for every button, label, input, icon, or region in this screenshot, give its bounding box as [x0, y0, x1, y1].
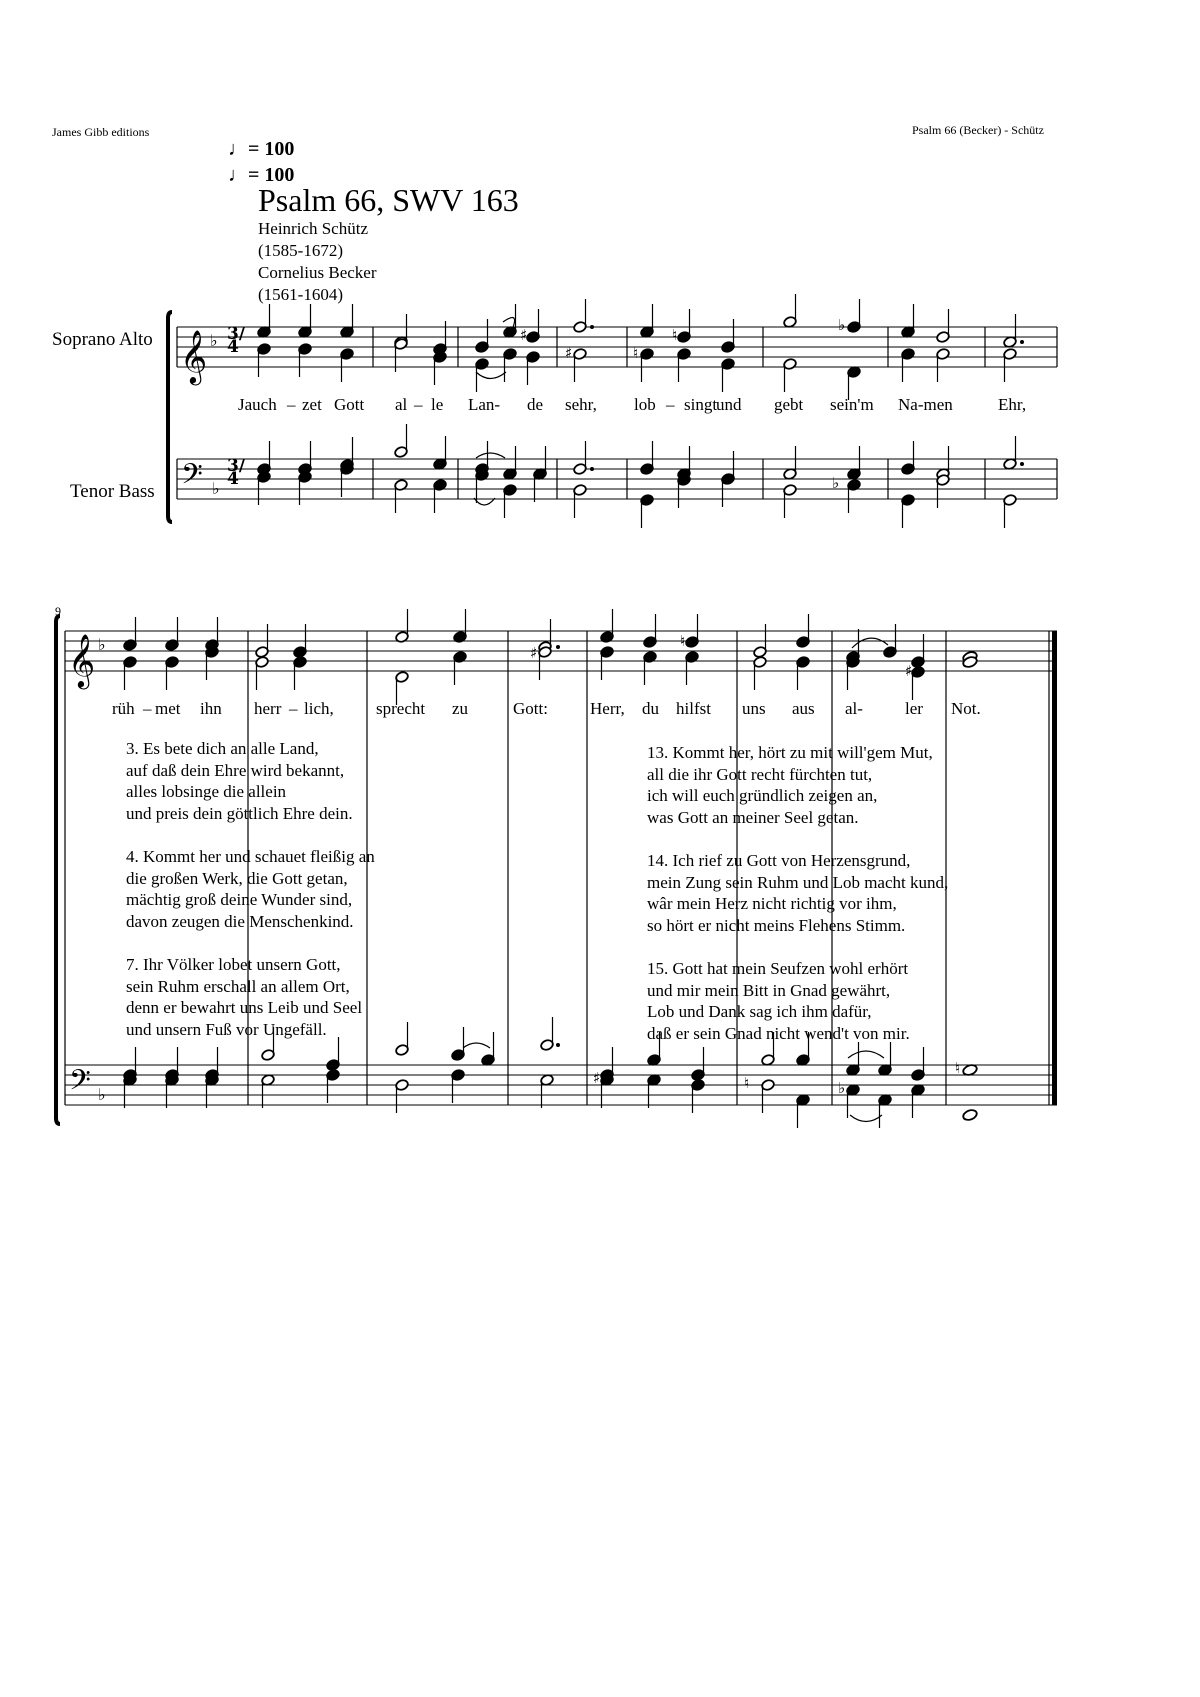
lyric-syllable: Herr,	[590, 699, 625, 718]
accidental-icon: ♯	[565, 344, 573, 362]
accidental-icon: ♮	[680, 632, 686, 650]
lyric-syllable: al-	[845, 699, 863, 718]
augmentation-dot	[556, 645, 560, 649]
measure-number: 9	[55, 604, 61, 618]
slur	[850, 1115, 882, 1122]
lyric-syllable: hilfst	[676, 699, 711, 718]
lyric-syllable: lob	[634, 395, 656, 414]
verse-15: 15. Gott hat mein Seufzen wohl erhört und mir mein Bitt in Gnad gewährt, Lob und Dank sag ich ihm dafür, daß er sein Gnad nicht wend't von mir.	[647, 959, 910, 1044]
verse-3: 3. Es bete dich an alle Land, auf daß dein Ehre wird bekannt, alles lobsinge die allein und preis dein göttlich Ehre dein.	[126, 739, 353, 824]
lyric-syllable: met	[155, 699, 181, 718]
note-head	[962, 1108, 978, 1121]
slur	[848, 1051, 884, 1058]
flat-icon: ♭	[210, 331, 218, 350]
slur	[476, 453, 505, 458]
augmentation-dot	[556, 1043, 560, 1047]
lyric-syllable: –	[143, 699, 152, 718]
accidental-icon: ♮	[744, 1074, 750, 1092]
lyric-syllable: sehr,	[565, 395, 597, 414]
lyric-syllable: –	[289, 699, 298, 718]
verse-4: 4. Kommt her und schauet fleißig an die großen Werk, die Gott getan, mächtig groß deine Wunder sind, davon zeugen die Menschenkind.	[126, 847, 375, 932]
bass-clef-icon: 𝄢	[181, 458, 203, 498]
verse-7: 7. Ihr Völker lobet unsern Gott, sein Ruhm erschall an allem Ort, denn er bewahrt uns Leib und Seel und unsern Fuß vor Ungefäll.	[126, 955, 363, 1040]
augmentation-dot	[590, 325, 594, 329]
lyric-syllable: du	[642, 699, 659, 718]
accidental-icon: ♯	[593, 1069, 601, 1087]
composer-dates: (1585-1672)	[258, 241, 343, 260]
verse-14: 14. Ich rief zu Gott von Herzensgrund, mein Zung sein Ruhm und Lob macht kund, wâr mein Herz nicht richtig vor ihm, so hört er nicht meins Flehens Stimm.	[647, 851, 949, 936]
slur	[852, 638, 888, 648]
lyric-syllable: al	[395, 395, 408, 414]
lyric-syllable: Ehr,	[998, 395, 1027, 414]
composer: Heinrich Schütz	[258, 219, 368, 238]
accidental-icon: ♭	[832, 474, 840, 492]
accidental-icon: ♮	[672, 326, 678, 344]
accidental-icon: ♭	[838, 316, 846, 334]
flat-icon: ♭	[98, 635, 106, 654]
lyric-syllable: uns	[742, 699, 766, 718]
lyric-syllable: rüh	[112, 699, 135, 718]
tempo-marking: ♩= 100	[228, 138, 295, 160]
lyric-syllable: herr	[254, 699, 282, 718]
flat-icon: ♭	[212, 479, 220, 498]
lyric-syllable: zu	[452, 699, 469, 718]
poet-dates: (1561-1604)	[258, 285, 343, 304]
lyric-syllable: –	[666, 395, 675, 414]
lyric-syllable: zet	[302, 395, 322, 414]
part-name-upper: Soprano Alto	[52, 329, 153, 350]
tempo-marking: ♩= 100	[228, 164, 295, 186]
lyric-syllable: –	[414, 395, 423, 414]
lyric-syllable: Lan-	[468, 395, 501, 414]
lyric-syllable: sein'm	[830, 395, 874, 414]
lyric-syllable: gebt	[774, 395, 804, 414]
augmentation-dot	[1020, 340, 1024, 344]
treble-clef-icon: 𝄞	[68, 633, 96, 687]
page-title: Psalm 66, SWV 163	[258, 182, 519, 218]
accidental-icon: ♮	[633, 344, 639, 362]
lyric-syllable: ler	[905, 699, 923, 718]
treble-clef-icon: 𝄞	[180, 329, 208, 383]
lyric-syllable: –	[287, 395, 296, 414]
lyric-syllable: sprecht	[376, 699, 426, 718]
verse-13: 13. Kommt her, hört zu mit will'gem Mut, all die ihr Gott recht fürchten tut, ich will euch gründlich zeigen an, was Gott an meiner Seel getan.	[647, 743, 933, 828]
lyric-syllable: Na-men	[898, 395, 953, 414]
lyric-syllable: Gott:	[513, 699, 548, 718]
lyric-syllable: Jauch	[238, 395, 277, 414]
lyric-syllable: ihn	[200, 699, 222, 718]
accidental-icon: ♯	[520, 326, 528, 344]
lyric-syllable: Not.	[951, 699, 981, 718]
quarter-note-icon: ♩	[228, 138, 248, 160]
quarter-note-icon: ♩	[228, 164, 248, 186]
poet: Cornelius Becker	[258, 263, 377, 282]
lyric-syllable: Gott	[334, 395, 365, 414]
slur	[463, 1043, 490, 1048]
final-barline	[1052, 631, 1057, 1105]
part-name-lower: Tenor Bass	[70, 481, 155, 502]
lyric-syllable: le	[431, 395, 444, 414]
lyric-syllable: singt	[684, 395, 718, 414]
accidental-icon: ♯	[530, 644, 538, 662]
time-signature-bass: 3/4	[227, 456, 246, 489]
lyric-syllable: aus	[792, 699, 815, 718]
accidental-icon: ♮	[955, 1059, 961, 1077]
slur	[476, 372, 506, 379]
lyric-syllable: lich,	[304, 699, 334, 718]
system-bracket	[168, 312, 172, 522]
accidental-icon: ♯	[905, 662, 913, 680]
augmentation-dot	[590, 467, 594, 471]
bass-clef-icon: 𝄢	[69, 1064, 91, 1104]
augmentation-dot	[1020, 462, 1024, 466]
accidental-icon: ♭	[838, 1079, 846, 1097]
lyric-syllable: und	[716, 395, 742, 414]
time-signature-treble: 3/4	[227, 324, 246, 357]
flat-icon: ♭	[98, 1085, 106, 1104]
system-bracket	[56, 616, 60, 1124]
header-right: Psalm 66 (Becker) - Schütz	[912, 123, 1044, 137]
header-left: James Gibb editions	[52, 125, 150, 139]
lyric-syllable: de	[527, 395, 544, 414]
